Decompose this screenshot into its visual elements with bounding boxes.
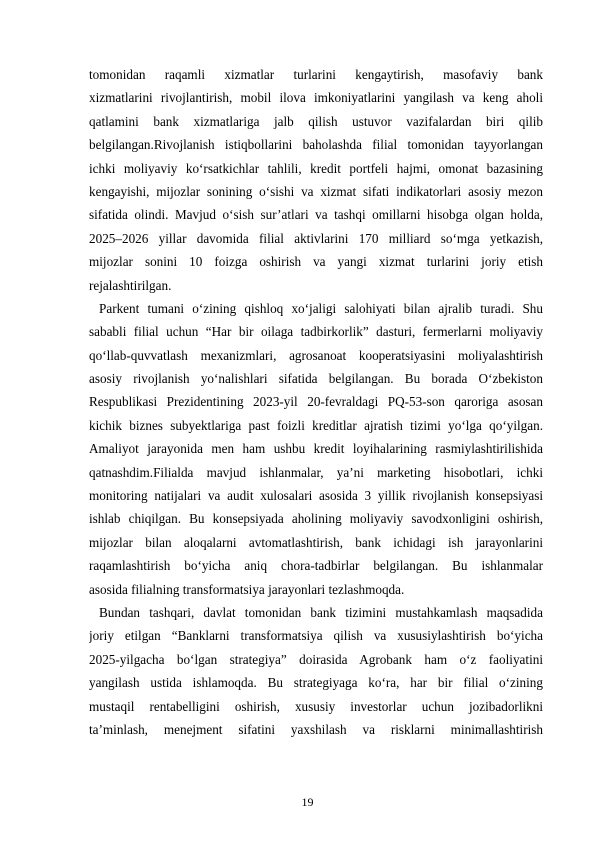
text-line: sifatida olindi. Mavjud o‘sish sur’atlari va tashqi omillarni hisobga olgan holda, [89,207,543,223]
text-line: qatnashdim.Filialda mavjud ishlanmalar, ya’ni marketing hisobotlari, ichki [89,464,543,480]
text-line: mijozlar sonini 10 foizga oshirish va yangi xizmat turlarini joriy etish [89,254,543,270]
text-line: asosida filialning transformatsiya jarayonlari tezlashmoqda. [89,581,405,597]
text-line: Amaliyot jarayonida men ham ushbu kredit loyihalarining rasmiylashtirilishida [89,441,543,457]
text-line: 2025–2026 yillar davomida filial aktivlarini 170 milliard so‘mga yetkazish, [89,230,543,246]
text-line: belgilangan.Rivojlanish istiqbollarini baholashda filial tomonidan tayyorlangan [89,137,543,153]
text-line: qatlamini bank xizmatlariga jalb qilish ustuvor vazifalardan biri qilib [89,113,543,129]
text-line: asosiy rivojlanish yo‘nalishlari sifatida belgilangan. Bu borada O‘zbekiston [89,371,543,387]
body-text [89,63,543,741]
text-line: Respublikasi Prezidentining 2023-yil 20-fevraldagi PQ-53-son qaroriga asosan [89,394,543,410]
text-line: mustaqil rentabelligini oshirish, xususiy investorlar uchun jozibadorlikni [89,698,543,714]
text-line: Bundan tashqari, davlat tomonidan bank tizimini mustahkamlash maqsadida [99,604,543,620]
text-line: ichki moliyaviy ko‘rsatkichlar tahlili, kredit portfeli hajmi, omonat bazasining [89,160,543,176]
text-line: kichik biznes subyektlariga past foizli kreditlar ajratish tizimi yo‘lga qo‘yilgan. [89,417,543,433]
text-line: kengayishi, mijozlar sonining o‘sishi va xizmat sifati indikatorlari asosiy mezon [89,183,543,199]
text-line: joriy etilgan “Banklarni transformatsiya qilish va xususiylashtirish bo‘yicha [89,628,543,644]
text-line: qo‘llab-quvvatlash mexanizmlari, agrosanoat kooperatsiyasini moliyalashtirish [89,347,543,363]
page-number: 19 [301,795,314,809]
text-line: ishlab chiqilgan. Bu konsepsiyada aholining moliyaviy savodxonligini oshirish, [89,511,543,527]
text-line: yangilash ustida ishlamoqda. Bu strategiyaga ko‘ra, har bir filial o‘zining [89,675,543,691]
text-line: 2025-yilgacha bo‘lgan strategiya” doirasida Agrobank ham o‘z faoliyatini [89,651,543,667]
text-line: monitoring natijalari va audit xulosalari asosida 3 yillik rivojlanish konsepsiyasi [89,488,543,504]
text-line: rejalashtirilgan. [89,277,172,293]
text-line: raqamlashtirish bo‘yicha aniq chora-tadbirlar belgilangan. Bu ishlanmalar [89,558,543,574]
text-line: mijozlar bilan aloqalarni avtomatlashtirish, bank ichidagi ish jarayonlarini [89,534,543,550]
text-line: xizmatlarini rivojlantirish, mobil ilova imkoniyatlarini yangilash va keng aholi [89,90,543,106]
text-line: ta’minlash, menejment sifatini yaxshilash va risklarni minimallashtirish [89,721,543,737]
text-line: sababli filial uchun “Har bir oilaga tadbirkorlik” dasturi, fermerlarni moliyaviy [89,324,543,340]
text-line: Parkent tumani o‘zining qishloq xo‘jaligi salohiyati bilan ajralib turadi. Shu [99,300,543,316]
text-line: tomonidan raqamli xizmatlar turlarini kengaytirish, masofaviy bank [89,67,543,82]
